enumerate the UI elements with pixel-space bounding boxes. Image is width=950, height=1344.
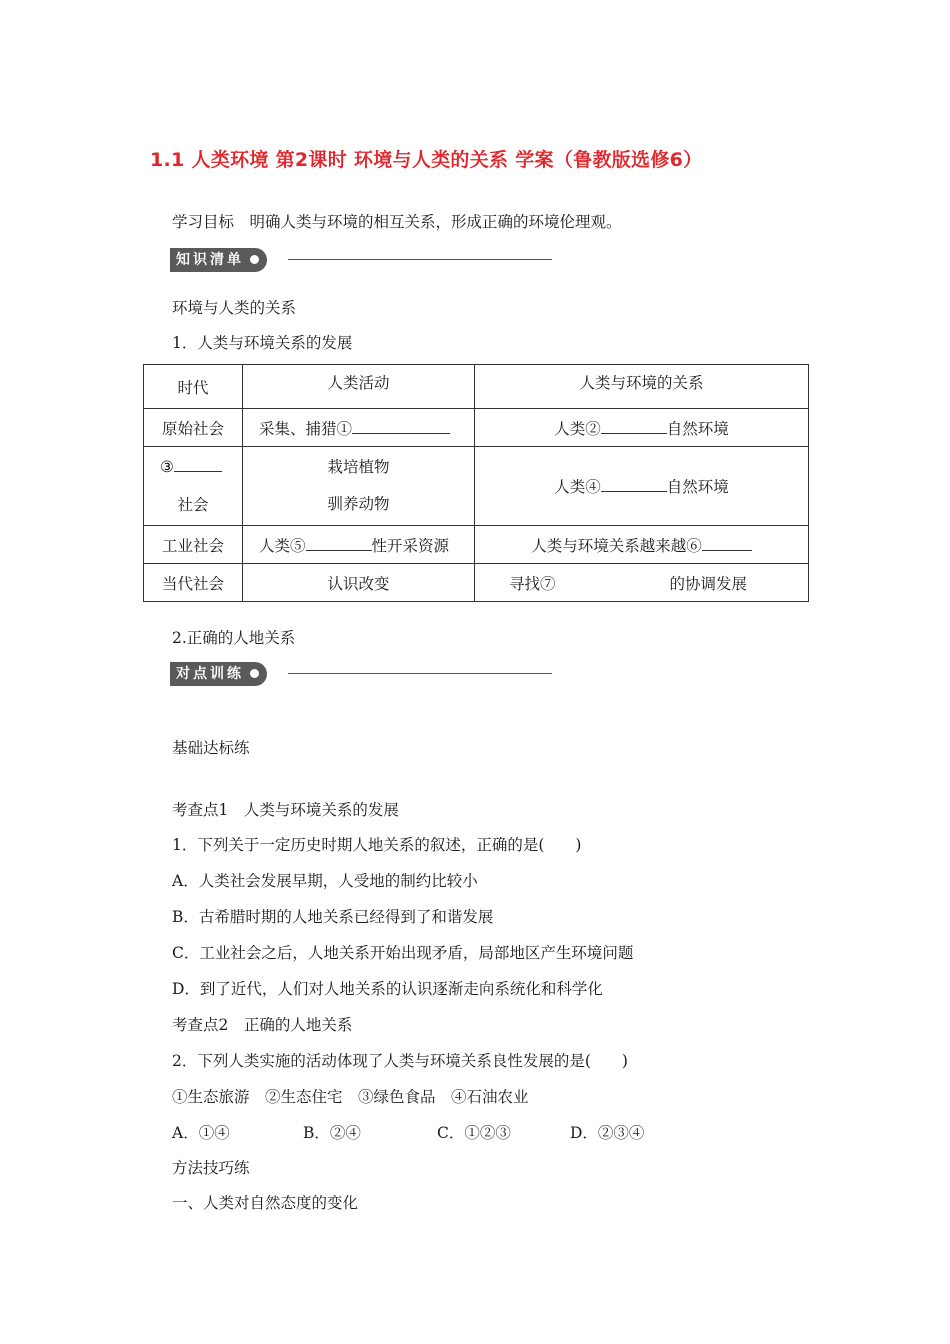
- page-title: 1.1 人类环境 第2课时 环境与人类的关系 学案（鲁教版选修6）: [150, 149, 703, 171]
- banner-rule: [288, 259, 552, 260]
- cell-era: 当代社会: [144, 564, 243, 602]
- relation-text: 寻找⑦: [509, 574, 556, 593]
- method-subheading: 一、人类对自然态度的变化: [172, 1194, 359, 1212]
- question-1: 1．下列关于一定历史时期人地关系的叙述，正确的是( ): [172, 836, 582, 854]
- table-row: [144, 526, 809, 564]
- q2-option-a: A．①④: [172, 1124, 230, 1142]
- activity-line-1: 栽培植物: [327, 458, 390, 476]
- answer-blank: [702, 534, 752, 551]
- answer-blank: [352, 417, 450, 434]
- banner-practice-tag: [170, 662, 267, 686]
- table-row: [144, 447, 809, 526]
- cell-activity: 认识改变: [243, 564, 475, 602]
- q2-items: ①生态旅游 ②生态住宅 ③绿色食品 ④石油农业: [172, 1088, 529, 1106]
- q1-option-b: B．古希腊时期的人地关系已经得到了和谐发展: [172, 908, 494, 926]
- banner-practice-label: 对点训练: [176, 666, 244, 682]
- relation-suffix: 自然环境: [666, 478, 729, 496]
- relation-text: 人类②: [554, 419, 601, 438]
- era-blank-line: [150, 448, 236, 486]
- relation-text: 人类④: [554, 478, 601, 496]
- exam-point-2: 考查点2 正确的人地关系: [172, 1016, 353, 1034]
- cell-activity: [243, 447, 475, 526]
- q2-option-c: C．①②③: [437, 1124, 511, 1142]
- cell-activity: [243, 526, 475, 564]
- header-relation: 人类与环境的关系: [475, 365, 809, 409]
- exam-point-1: 考查点1 人类与环境关系的发展: [172, 801, 399, 819]
- table-row: [144, 564, 809, 602]
- banner-rule: [288, 673, 552, 674]
- cell-era: 工业社会: [144, 526, 243, 564]
- activity-text: 人类⑤: [259, 536, 306, 555]
- q2-option-b: B．②④: [303, 1124, 361, 1142]
- relation-suffix: 的协调发展: [669, 574, 748, 593]
- header-activity: 人类活动: [243, 365, 475, 409]
- question-2: 2．下列人类实施的活动体现了人类与环境关系良性发展的是( ): [172, 1052, 628, 1070]
- q2-option-d: D．②③④: [570, 1124, 645, 1142]
- cell-relation: [475, 447, 809, 526]
- header-era: 时代: [144, 365, 243, 409]
- banner-knowledge-tag: [170, 248, 267, 272]
- learning-objective: 学习目标 明确人类与环境的相互关系，形成正确的环境伦理观。: [172, 213, 622, 231]
- q1-option-a: A．人类社会发展早期，人受地的制约比较小: [172, 872, 478, 890]
- cell-era: [144, 447, 243, 526]
- table-row: [144, 409, 809, 447]
- relationship-table: [143, 364, 809, 602]
- q1-option-c: C．工业社会之后，人地关系开始出现矛盾，局部地区产生环境问题: [172, 944, 634, 962]
- cell-relation: [475, 564, 809, 602]
- answer-blank: [174, 456, 222, 473]
- table-header-row: [144, 365, 809, 409]
- banner-knowledge-label: 知识清单: [176, 252, 244, 268]
- era-suffix: 社会: [177, 496, 209, 514]
- cell-activity: [243, 409, 475, 447]
- basic-practice-heading: 基础达标练: [172, 739, 250, 757]
- q1-option-d: D．到了近代，人们对人地关系的认识逐渐走向系统化和科学化: [172, 980, 603, 998]
- banner-knowledge: [170, 248, 552, 274]
- era-prefix: ③: [160, 458, 174, 476]
- banner-practice: [170, 662, 552, 688]
- activity-line-2: 驯养动物: [327, 495, 390, 513]
- relation-suffix: 自然环境: [666, 419, 729, 438]
- bullet-dot-icon: [250, 669, 259, 678]
- activity-text: 采集、捕猎①: [259, 419, 353, 438]
- activity-suffix: 性开采资源: [371, 536, 450, 555]
- relation-text: 人类与环境关系越来越⑥: [531, 536, 702, 555]
- answer-blank: [306, 534, 372, 551]
- bullet-dot-icon: [250, 255, 259, 264]
- answer-blank: [601, 476, 667, 493]
- cell-relation: [475, 526, 809, 564]
- cell-era: 原始社会: [144, 409, 243, 447]
- answer-blank: [601, 417, 667, 434]
- cell-relation: [475, 409, 809, 447]
- subheading-1: 1．人类与环境关系的发展: [172, 334, 353, 352]
- subheading-2: 2.正确的人地关系: [172, 629, 296, 647]
- method-practice-heading: 方法技巧练: [172, 1159, 250, 1177]
- section-heading: 环境与人类的关系: [172, 299, 297, 317]
